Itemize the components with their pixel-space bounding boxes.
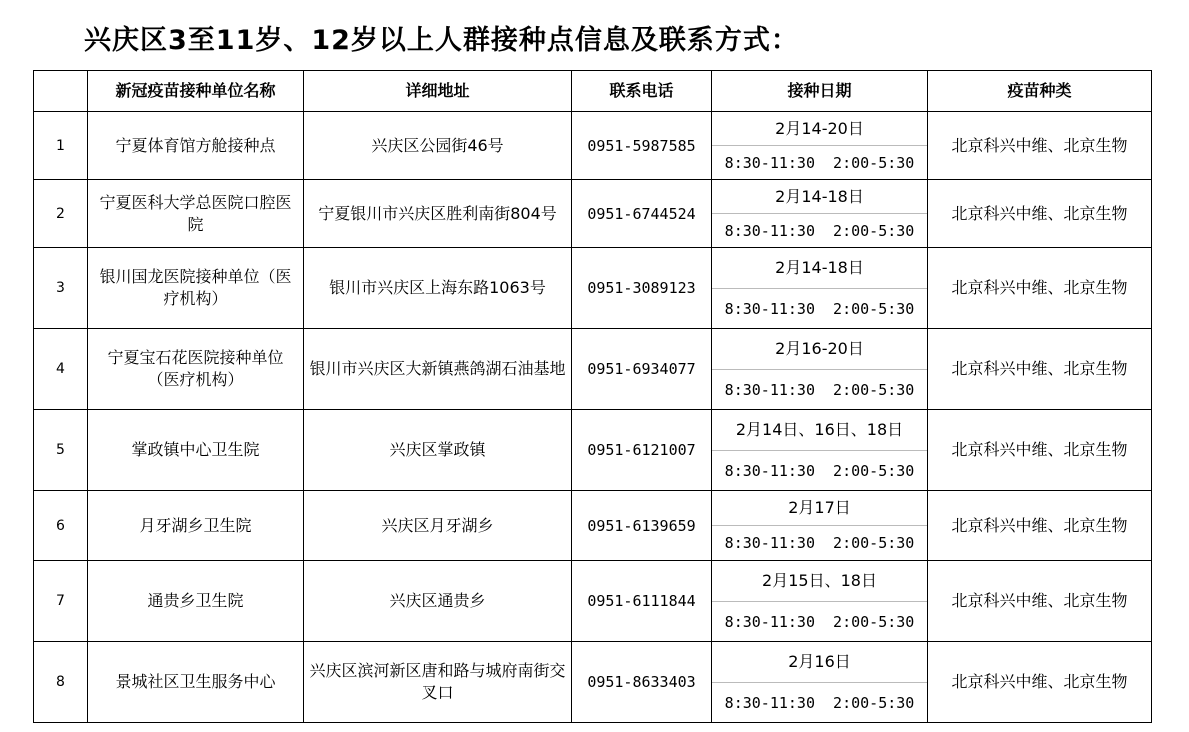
vaccination-date-cell <box>712 410 928 491</box>
vaccination-hours: 8:30-11:30 2:00-5:30 <box>724 693 915 712</box>
row-index: 1 <box>34 112 88 180</box>
vaccine-type: 北京科兴中维、北京生物 <box>928 491 1152 561</box>
unit-name: 宁夏医科大学总医院口腔医院 <box>88 180 304 248</box>
unit-name: 月牙湖乡卫生院 <box>88 491 304 561</box>
phone-number: 0951-6934077 <box>572 329 712 410</box>
table-row <box>34 329 1152 410</box>
table-row <box>34 410 1152 491</box>
address: 兴庆区掌政镇 <box>304 410 572 491</box>
row-index: 2 <box>34 180 88 248</box>
vaccination-date-cell <box>712 248 928 329</box>
header-unit-name: 新冠疫苗接种单位名称 <box>88 71 304 112</box>
vaccination-hours: 8:30-11:30 2:00-5:30 <box>724 299 915 318</box>
unit-name: 通贵乡卫生院 <box>88 561 304 642</box>
vaccination-date: 2月14日、16日、18日 <box>712 410 927 451</box>
vaccination-date-cell <box>712 491 928 561</box>
header-vaccine-type: 疫苗种类 <box>928 71 1152 112</box>
vaccination-date-cell <box>712 112 928 180</box>
vaccination-date-cell <box>712 561 928 642</box>
table-row <box>34 642 1152 723</box>
unit-name: 宁夏宝石花医院接种单位（医疗机构） <box>88 329 304 410</box>
vaccination-hours: 8:30-11:30 2:00-5:30 <box>724 461 915 480</box>
phone-number: 0951-6121007 <box>572 410 712 491</box>
phone-number: 0951-6139659 <box>572 491 712 561</box>
phone-number: 0951-8633403 <box>572 642 712 723</box>
address: 兴庆区月牙湖乡 <box>304 491 572 561</box>
phone-number: 0951-3089123 <box>572 248 712 329</box>
vaccine-type: 北京科兴中维、北京生物 <box>928 410 1152 491</box>
address: 宁夏银川市兴庆区胜利南街804号 <box>304 180 572 248</box>
vaccination-hours: 8:30-11:30 2:00-5:30 <box>724 612 915 631</box>
table-row <box>34 561 1152 642</box>
address: 银川市兴庆区上海东路1063号 <box>304 248 572 329</box>
page-title: 兴庆区3至11岁、12岁以上人群接种点信息及联系方式： <box>84 25 799 56</box>
vaccination-date-cell <box>712 642 928 723</box>
phone-number: 0951-5987585 <box>572 112 712 180</box>
vaccination-date: 2月14-20日 <box>712 112 927 146</box>
unit-name: 银川国龙医院接种单位（医疗机构） <box>88 248 304 329</box>
vaccine-type: 北京科兴中维、北京生物 <box>928 180 1152 248</box>
table-row <box>34 180 1152 248</box>
row-index: 8 <box>34 642 88 723</box>
vaccine-type: 北京科兴中维、北京生物 <box>928 561 1152 642</box>
vaccination-date: 2月17日 <box>712 491 927 526</box>
unit-name: 景城社区卫生服务中心 <box>88 642 304 723</box>
vaccination-date-cell <box>712 180 928 248</box>
table-row <box>34 491 1152 561</box>
vaccination-date-cell <box>712 329 928 410</box>
header-address: 详细地址 <box>304 71 572 112</box>
row-index: 4 <box>34 329 88 410</box>
vaccine-type: 北京科兴中维、北京生物 <box>928 329 1152 410</box>
vaccination-date: 2月16日 <box>712 642 927 683</box>
vaccine-type: 北京科兴中维、北京生物 <box>928 248 1152 329</box>
row-index: 5 <box>34 410 88 491</box>
vaccination-hours: 8:30-11:30 2:00-5:30 <box>724 153 915 172</box>
table-header-row <box>34 71 1152 112</box>
address: 兴庆区公园街46号 <box>304 112 572 180</box>
vaccination-hours: 8:30-11:30 2:00-5:30 <box>724 534 915 552</box>
row-index: 6 <box>34 491 88 561</box>
phone-number: 0951-6744524 <box>572 180 712 248</box>
vaccination-sites-table <box>33 70 1152 723</box>
vaccination-date: 2月15日、18日 <box>712 561 927 602</box>
table-row <box>34 112 1152 180</box>
address: 兴庆区滨河新区唐和路与城府南街交叉口 <box>304 642 572 723</box>
vaccine-type: 北京科兴中维、北京生物 <box>928 112 1152 180</box>
vaccine-type: 北京科兴中维、北京生物 <box>928 642 1152 723</box>
address: 银川市兴庆区大新镇燕鸽湖石油基地 <box>304 329 572 410</box>
vaccination-date: 2月14-18日 <box>712 248 927 289</box>
vaccination-date: 2月16-20日 <box>712 329 927 370</box>
vaccination-date: 2月14-18日 <box>712 180 927 214</box>
phone-number: 0951-6111844 <box>572 561 712 642</box>
header-phone: 联系电话 <box>572 71 712 112</box>
vaccination-hours: 8:30-11:30 2:00-5:30 <box>724 380 915 399</box>
address: 兴庆区通贵乡 <box>304 561 572 642</box>
vaccination-hours: 8:30-11:30 2:00-5:30 <box>724 221 915 240</box>
header-index <box>34 71 88 112</box>
table-row <box>34 248 1152 329</box>
row-index: 7 <box>34 561 88 642</box>
row-index: 3 <box>34 248 88 329</box>
unit-name: 宁夏体育馆方舱接种点 <box>88 112 304 180</box>
header-date: 接种日期 <box>712 71 928 112</box>
unit-name: 掌政镇中心卫生院 <box>88 410 304 491</box>
